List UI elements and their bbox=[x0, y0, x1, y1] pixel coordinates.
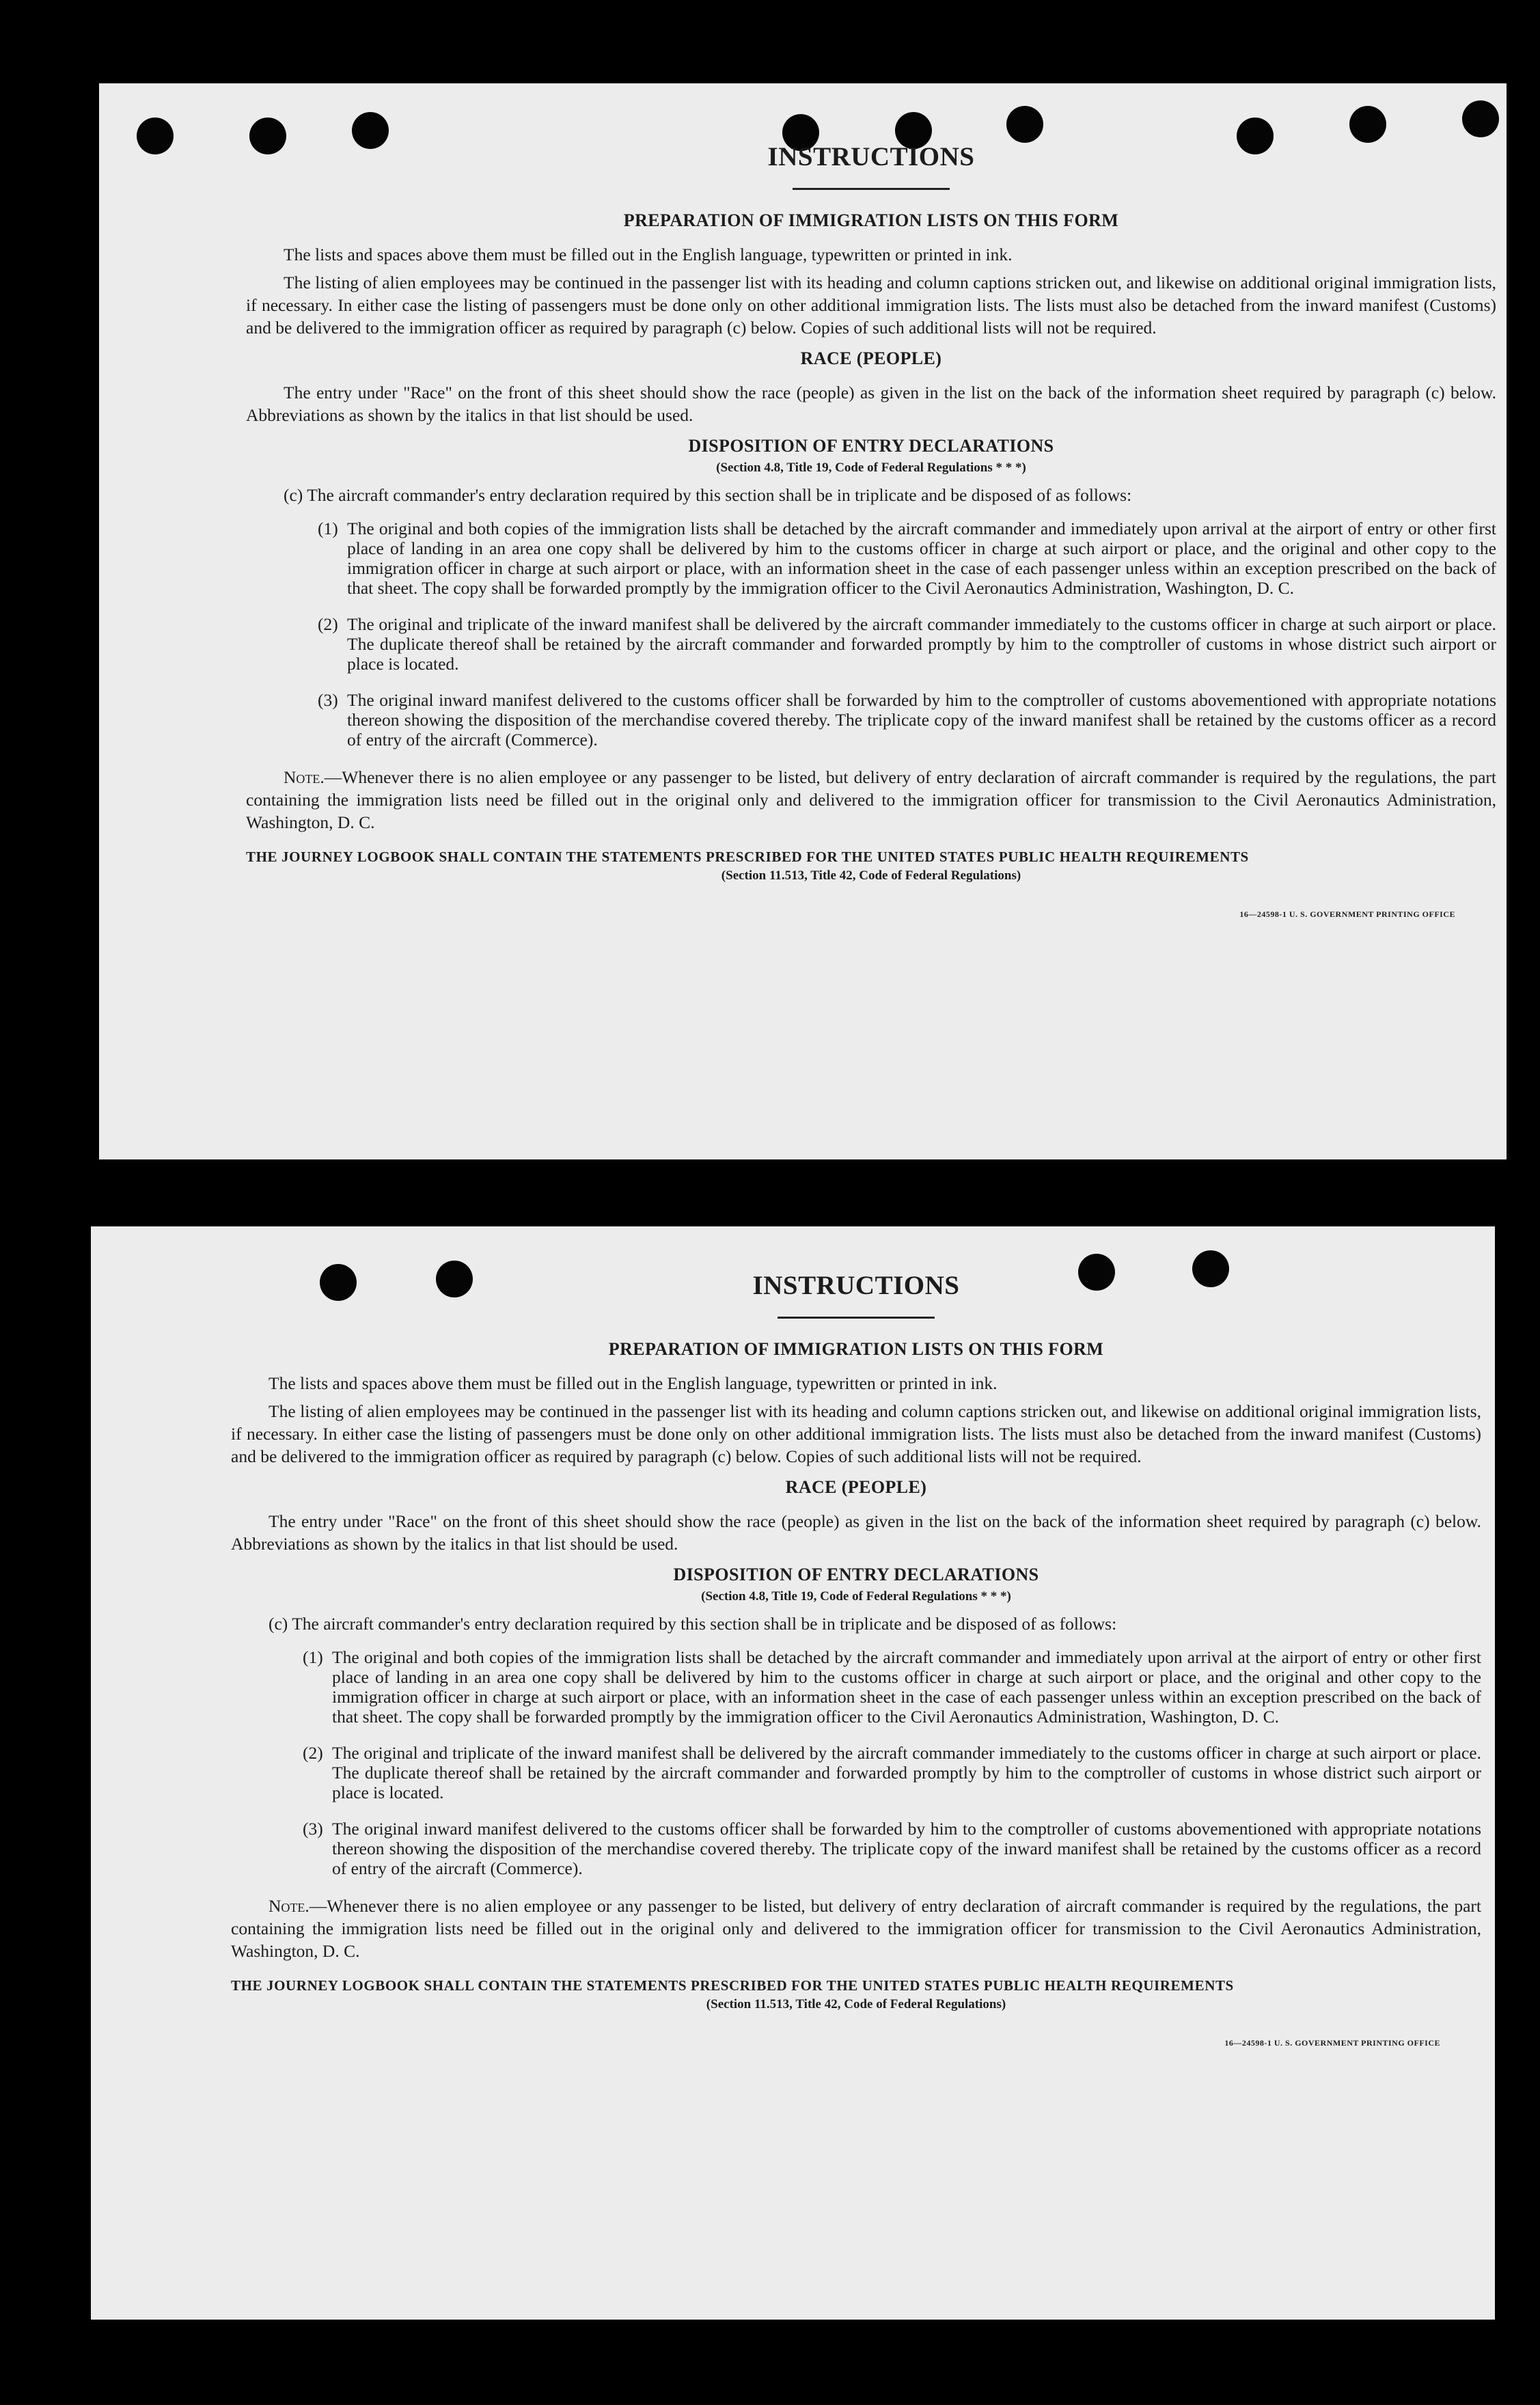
punch-hole bbox=[1006, 106, 1043, 143]
section-heading-preparation: PREPARATION OF IMMIGRATION LISTS ON THIS FORM bbox=[608, 1338, 1104, 1359]
printer-imprint: 16—24598-1 U. S. GOVERNMENT PRINTING OFFICE bbox=[1224, 2037, 1440, 2048]
instructions-block bbox=[231, 1271, 1481, 2048]
punch-hole bbox=[137, 118, 174, 154]
item-text: The original inward manifest delivered to the customs officer shall be forwarded by him to the comptroller of customs abovementioned with appropriate notations thereon showing the disposition of the merchandise covered thereby. The triplicate copy of the inward manifest shall be retained by the customs officer as a record of entry of the aircraft (Commerce). bbox=[332, 1818, 1481, 1878]
section-heading-preparation: PREPARATION OF IMMIGRATION LISTS ON THIS FORM bbox=[623, 210, 1119, 230]
disposition-item-3 bbox=[303, 1819, 1481, 1878]
note-paragraph bbox=[231, 1895, 1481, 1962]
note-label: Note. bbox=[269, 1895, 310, 1916]
printer-imprint: 16—24598-1 U. S. GOVERNMENT PRINTING OFFICE bbox=[1239, 909, 1455, 919]
disposition-citation: (Section 4.8, Title 19, Code of Federal Regulations * * *) bbox=[716, 460, 1026, 475]
disposition-item-1 bbox=[303, 1647, 1481, 1727]
item-text: The original and triplicate of the inward manifest shall be delivered by the aircraft commander immediately to the customs officer in charge at such airport or place. The duplicate thereof shall be retained by the aircraft commander and forwarded promptly by him to the comptroller of customs in whose district such airport or place is located. bbox=[332, 1742, 1481, 1802]
disposition-citation: (Section 4.8, Title 19, Code of Federal Regulations * * *) bbox=[701, 1589, 1011, 1604]
race-paragraph: The entry under "Race" on the front of this sheet should show the race (people) as given in the list on the back of the information sheet required by paragraph (c) below. Abbreviations as shown by the italics in that list should be used. bbox=[246, 382, 1496, 425]
health-requirements-citation: (Section 11.513, Title 42, Code of Federal Regulations) bbox=[706, 1996, 1006, 2011]
preparation-paragraph-2: The listing of alien employees may be continued in the passenger list with its heading and column captions stricken out, and likewise on additional original immigration lists, if necessary. In either case the listing of passengers must be done only on other additional immigration lists. The lists must also be detached from the inward manifest (Customs) and be delivered to the immigration officer as required by paragraph (c) below. Copies of such additional lists will not be required. bbox=[246, 272, 1496, 338]
preparation-paragraph-1: The lists and spaces above them must be filled out in the English language, typewritten or printed in ink. bbox=[269, 1373, 998, 1393]
title-rule bbox=[793, 188, 950, 190]
section-heading-disposition: DISPOSITION OF ENTRY DECLARATIONS bbox=[673, 1564, 1039, 1584]
section-heading-race: RACE (PEOPLE) bbox=[800, 348, 942, 368]
disposition-item-2 bbox=[318, 614, 1496, 674]
disposition-item-2 bbox=[303, 1743, 1481, 1802]
page-title: INSTRUCTIONS bbox=[767, 142, 975, 171]
note-text: —Whenever there is no alien employee or any passenger to be listed, but delivery of entry declaration of aircraft commander is required by the regulations, the part containing the immigration lists need be filled out in the original only and delivered to the immigration officer for transmission to the Civil Aeronautics Administration, Washington, D. C. bbox=[246, 767, 1496, 832]
page-title: INSTRUCTIONS bbox=[752, 1271, 960, 1300]
item-number: (1) bbox=[318, 518, 338, 538]
disposition-lead: (c) The aircraft commander's entry declaration required by this section shall be in triplicate and be disposed of as follows: bbox=[284, 484, 1132, 505]
disposition-item-1 bbox=[318, 519, 1496, 598]
disposition-lead: (c) The aircraft commander's entry declaration required by this section shall be in triplicate and be disposed of as follows: bbox=[269, 1613, 1117, 1634]
preparation-paragraph-1: The lists and spaces above them must be filled out in the English language, typewritten or printed in ink. bbox=[284, 244, 1013, 264]
preparation-paragraph-2: The listing of alien employees may be continued in the passenger list with its heading and column captions stricken out, and likewise on additional original immigration lists, if necessary. In either case the listing of passengers must be done only on other additional immigration lists. The lists must also be detached from the inward manifest (Customs) and be delivered to the immigration officer as required by paragraph (c) below. Copies of such additional lists will not be required. bbox=[231, 1401, 1481, 1466]
item-number: (2) bbox=[318, 614, 338, 634]
note-label: Note. bbox=[284, 767, 325, 787]
health-requirements-statement: THE JOURNEY LOGBOOK SHALL CONTAIN THE STATEMENTS PRESCRIBED FOR THE UNITED STATES PUBLIC HEALTH REQUIREMENTS bbox=[246, 848, 1249, 865]
title-rule bbox=[778, 1317, 935, 1319]
item-number: (1) bbox=[303, 1647, 323, 1667]
note-paragraph bbox=[246, 766, 1496, 834]
document-sheet-top bbox=[99, 83, 1507, 1159]
document-sheet-bottom bbox=[91, 1226, 1495, 2320]
race-paragraph: The entry under "Race" on the front of this sheet should show the race (people) as given in the list on the back of the information sheet required by paragraph (c) below. Abbreviations as shown by the italics in that list should be used. bbox=[231, 1511, 1481, 1554]
item-text: The original and triplicate of the inward manifest shall be delivered by the aircraft commander immediately to the customs officer in charge at such airport or place. The duplicate thereof shall be retained by the aircraft commander and forwarded promptly by him to the comptroller of customs in whose district such airport or place is located. bbox=[347, 614, 1496, 674]
punch-hole bbox=[1462, 100, 1499, 137]
item-text: The original and both copies of the immigration lists shall be detached by the aircraft commander and immediately upon arrival at the airport of entry or other first place of landing in an area one copy shall be delivered by him to the customs officer in charge at such airport or place, and the original and other copy to the immigration officer in charge at such airport or place, with an information sheet in the case of each passenger unless within an exception prescribed on the back of that sheet. The copy shall be forwarded promptly by the immigration officer to the Civil Aeronautics Administration, Washington, D. C. bbox=[332, 1647, 1481, 1727]
health-requirements-citation: (Section 11.513, Title 42, Code of Federal Regulations) bbox=[721, 868, 1021, 883]
item-text: The original inward manifest delivered to the customs officer shall be forwarded by him to the comptroller of customs abovementioned with appropriate notations thereon showing the disposition of the merchandise covered thereby. The triplicate copy of the inward manifest shall be retained by the customs officer as a record of entry of the aircraft (Commerce). bbox=[347, 689, 1496, 750]
section-heading-race: RACE (PEOPLE) bbox=[785, 1476, 927, 1497]
note-text: —Whenever there is no alien employee or any passenger to be listed, but delivery of entry declaration of aircraft commander is required by the regulations, the part containing the immigration lists need be filled out in the original only and delivered to the immigration officer for transmission to the Civil Aeronautics Administration, Washington, D. C. bbox=[231, 1895, 1481, 1961]
section-heading-disposition: DISPOSITION OF ENTRY DECLARATIONS bbox=[688, 435, 1054, 456]
item-number: (2) bbox=[303, 1742, 323, 1763]
item-number: (3) bbox=[303, 1818, 323, 1839]
disposition-item-3 bbox=[318, 690, 1496, 750]
item-text: The original and both copies of the immigration lists shall be detached by the aircraft commander and immediately upon arrival at the airport of entry or other first place of landing in an area one copy shall be delivered by him to the customs officer in charge at such airport or place, and the original and other copy to the immigration officer in charge at such airport or place, with an information sheet in the case of each passenger unless within an exception prescribed on the back of that sheet. The copy shall be forwarded promptly by the immigration officer to the Civil Aeronautics Administration, Washington, D. C. bbox=[347, 518, 1496, 598]
item-number: (3) bbox=[318, 689, 338, 710]
health-requirements-statement: THE JOURNEY LOGBOOK SHALL CONTAIN THE STATEMENTS PRESCRIBED FOR THE UNITED STATES PUBLIC HEALTH REQUIREMENTS bbox=[231, 1977, 1234, 1994]
punch-hole bbox=[1349, 106, 1386, 143]
instructions-block bbox=[246, 142, 1496, 920]
